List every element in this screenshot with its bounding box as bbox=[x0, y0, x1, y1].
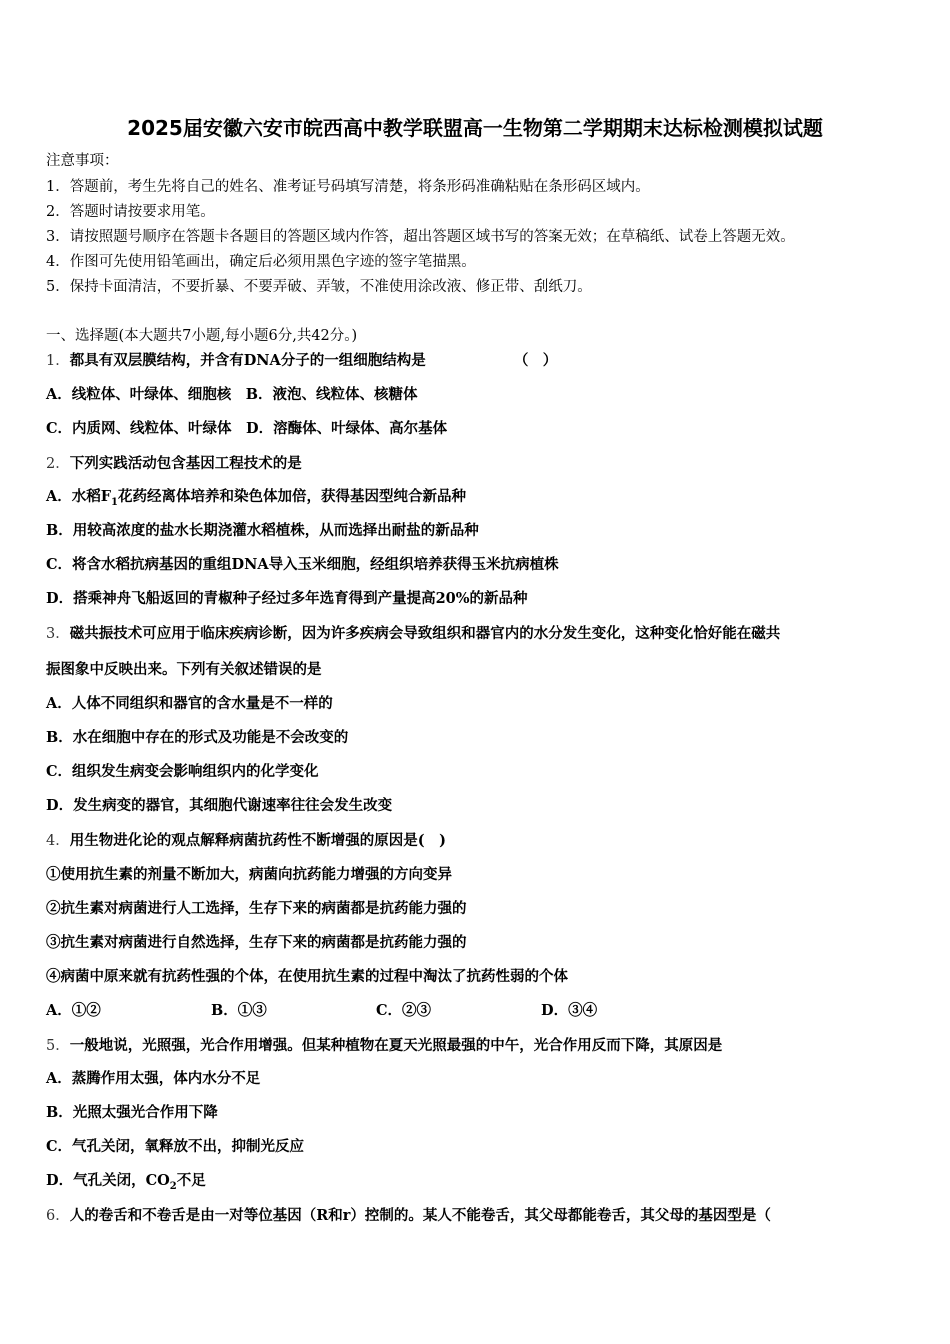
question-number: 3． bbox=[46, 626, 70, 642]
question-number: 2． bbox=[46, 456, 70, 472]
option-b: B．①③ bbox=[211, 1002, 267, 1019]
section-heading: 一、选择题(本大题共7小题,每小题6分,共42分。) bbox=[46, 328, 358, 344]
subscript: 1 bbox=[111, 496, 119, 508]
question-5-stem bbox=[46, 1037, 722, 1055]
notice-item-3: 3．请按照题号顺序在答题卡各题目的答题区域内作答，超出答题区域书写的答案无效；在草稿纸、试卷上答题无效。 bbox=[46, 229, 795, 245]
question-5-option-c: C．气孔关闭，氧释放不出，抑制光反应 bbox=[46, 1138, 305, 1155]
question-4-statement-2: ②抗生素对病菌进行人工选择，生存下来的病菌都是抗药能力强的 bbox=[46, 900, 467, 917]
question-5-option-d bbox=[46, 1172, 206, 1196]
question-3-stem-line-1 bbox=[46, 625, 780, 643]
option-text: A．水稻F bbox=[46, 488, 112, 505]
page-title: 2025届安徽六安市皖西高中教学联盟高一生物第二学期期末达标检测模拟试题 bbox=[127, 116, 823, 140]
option-a: A．①② bbox=[46, 1002, 101, 1019]
question-5-option-a: A．蒸腾作用太强，体内水分不足 bbox=[46, 1070, 261, 1087]
question-3-option-a: A．人体不同组织和器官的含水量是不一样的 bbox=[46, 695, 333, 712]
question-number: 6． bbox=[46, 1208, 70, 1224]
question-2-option-a bbox=[46, 488, 466, 512]
question-1-options-ab: A．线粒体、叶绿体、细胞核 B．液泡、线粒体、核糖体 bbox=[46, 386, 418, 403]
question-text: 人的卷舌和不卷舌是由一对等位基因（R和r）控制的。某人不能卷舌，其父母都能卷舌，其父母的基因型是（ bbox=[69, 1207, 771, 1224]
question-number: 4． bbox=[46, 833, 70, 849]
question-2-stem bbox=[46, 455, 302, 473]
question-number: 5． bbox=[46, 1038, 70, 1054]
notice-item-4: 4．作图可先使用铅笔画出，确定后必须用黑色字迹的签字笔描黑。 bbox=[46, 254, 476, 270]
option-d: D．③④ bbox=[541, 1002, 598, 1019]
notice-item-2: 2．答题时请按要求用笔。 bbox=[46, 204, 215, 220]
question-text: 磁共振技术可应用于临床疾病诊断，因为许多疾病会导致组织和器官内的水分发生变化，这种变化恰好能在磁共 bbox=[69, 625, 781, 642]
question-4-statement-3: ③抗生素对病菌进行自然选择，生存下来的病菌都是抗药能力强的 bbox=[46, 934, 467, 951]
question-4-options bbox=[46, 1002, 706, 1020]
question-2-option-c: C．将含水稻抗病基因的重组DNA导入玉米细胞，经组织培养获得玉米抗病植株 bbox=[46, 556, 559, 573]
question-2-option-b: B．用较高浓度的盐水长期浇灌水稻植株，从而选择出耐盐的新品种 bbox=[46, 522, 479, 539]
subscript: 2 bbox=[169, 1180, 177, 1192]
option-c: C．②③ bbox=[376, 1002, 432, 1019]
question-text: 都具有双层膜结构，并含有DNA分子的一组细胞结构是 bbox=[69, 352, 426, 369]
notice-heading: 注意事项： bbox=[46, 153, 119, 169]
question-number: 1． bbox=[46, 353, 70, 369]
notice-item-5: 5．保持卡面清洁，不要折暴、不要弄破、弄皱，不准使用涂改液、修正带、刮纸刀。 bbox=[46, 279, 592, 295]
question-2-option-d: D．搭乘神舟飞船返回的青椒种子经过多年选育得到产量提高20%的新品种 bbox=[46, 590, 528, 607]
question-1-options-cd: C．内质网、线粒体、叶绿体 D．溶酶体、叶绿体、高尔基体 bbox=[46, 420, 448, 437]
question-1-stem bbox=[46, 352, 557, 370]
option-text: D．气孔关闭，CO bbox=[46, 1172, 170, 1189]
question-4-stem bbox=[46, 832, 446, 850]
question-text: 下列实践活动包含基因工程技术的是 bbox=[69, 455, 302, 472]
question-6-stem bbox=[46, 1207, 771, 1225]
question-text: 用生物进化论的观点解释病菌抗药性不断增强的原因是( ) bbox=[69, 832, 446, 849]
question-4-statement-1: ①使用抗生素的剂量不断加大，病菌向抗药能力增强的方向变异 bbox=[46, 866, 452, 883]
question-5-option-b: B．光照太强光合作用下降 bbox=[46, 1104, 218, 1121]
option-text: 不足 bbox=[176, 1172, 206, 1189]
question-3-option-b: B．水在细胞中存在的形式及功能是不会改变的 bbox=[46, 729, 349, 746]
question-text: 一般地说，光照强，光合作用增强。但某种植物在夏天光照最强的中午，光合作用反而下降，其原因是 bbox=[69, 1037, 723, 1054]
question-3-stem-line-2: 振图象中反映出来。下列有关叙述错误的是 bbox=[46, 661, 322, 678]
answer-bracket: （ ） bbox=[513, 352, 558, 369]
question-3-option-d: D．发生病变的器官，其细胞代谢速率往往会发生改变 bbox=[46, 797, 393, 814]
notice-item-1: 1．答题前，考生先将自己的姓名、准考证号码填写清楚，将条形码准确粘贴在条形码区域内。 bbox=[46, 179, 650, 195]
question-4-statement-4: ④病菌中原来就有抗药性强的个体，在使用抗生素的过程中淘汰了抗药性弱的个体 bbox=[46, 968, 568, 985]
question-3-option-c: C．组织发生病变会影响组织内的化学变化 bbox=[46, 763, 319, 780]
option-text: 花药经离体培养和染色体加倍，获得基因型纯合新品种 bbox=[118, 488, 467, 505]
